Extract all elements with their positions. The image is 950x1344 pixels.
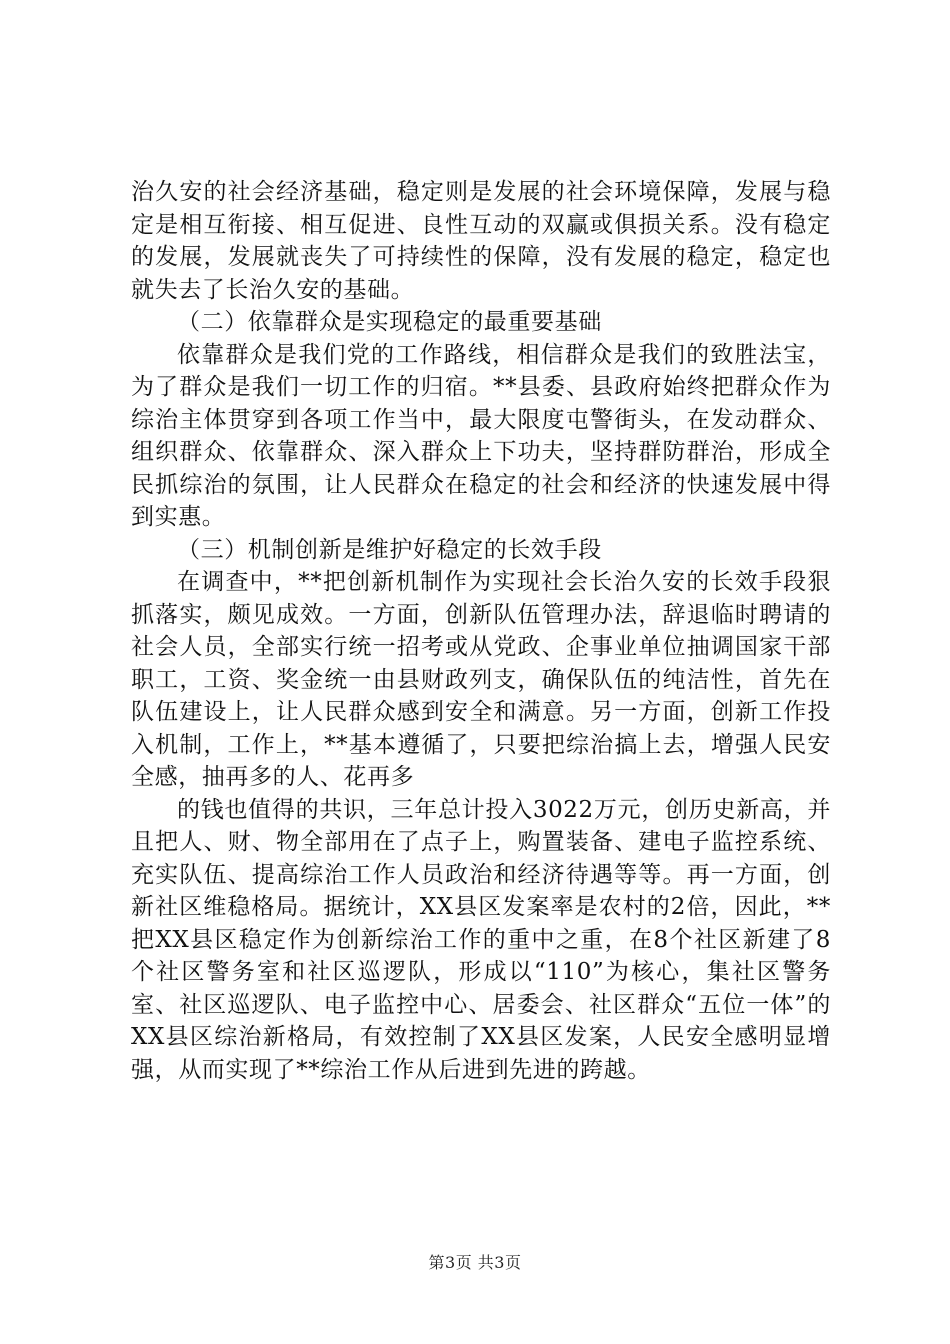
paragraph-rely-on-masses: 依靠群众是我们党的工作路线，相信群众是我们的致胜法宝，为了群众是我们一切工作的归宿。**县委、县政府始终把群众作为综治主体贯穿到各项工作当中，最大限度屯警街头，在发动群众、组织群众、依靠群众、深入群众上下功夫，坚持群防群治，形成全民抓综治的氛围，让人民群众在稳定的社会和经济的快速发展中得到实惠。 xyxy=(131,341,831,530)
paragraph-stability-foundation: 治久安的社会经济基础，稳定则是发展的社会环境保障，发展与稳定是相互衔接、相互促进、良性互动的双赢或俱损关系。没有稳定的发展，发展就丧失了可持续性的保障，没有发展的稳定，稳定也就失去了长治久安的基础。 xyxy=(131,179,831,303)
page-footer: 第3页 共3页 xyxy=(428,1253,522,1272)
document-body xyxy=(131,176,831,1086)
section-heading-mechanism: （三）机制创新是维护好稳定的长效手段 xyxy=(177,536,602,563)
paragraph-mechanism-innovation: 在调查中，**把创新机制作为实现社会长治久安的长效手段狠抓落实，颇见成效。一方面，创新队伍管理办法，辞退临时聘请的社会人员，全部实行统一招考或从党政、企事业单位抽调国家干部职工，工资、奖金统一由县财政列支，确保队伍的纯洁性，首先在队伍建设上，让人民群众感到安全和满意。另一方面，创新工作投入机制，工作上，**基本遵循了，只要把综治搞上去，增强人民安全感，抽再多的人、花再多 xyxy=(131,569,831,790)
section-heading-masses: （二）依靠群众是实现稳定的最重要基础 xyxy=(177,309,602,335)
paragraph-investment-community: 的钱也值得的共识，三年总计投入3022万元，创历史新高，并且把人、财、物全部用在了点子上，购置装备、建电子监控系统、充实队伍、提高综治工作人员政治和经济待遇等等。再一方面，创新社区维稳格局。据统计，XX县区发案率是农村的2倍，因此，**把XX县区稳定作为创新综治工作的重中之重，在8个社区新建了8个社区警务室和社区巡逻队，形成以“110”为核心，集社区警务室、社区巡逻队、电子监控中心、居委会、社区群众“五位一体”的XX县区综治新格局，有效控制了XX县区发案，人民安全感明显增强，从而实现了**综治工作从后进到先进的跨越。 xyxy=(131,796,831,1083)
